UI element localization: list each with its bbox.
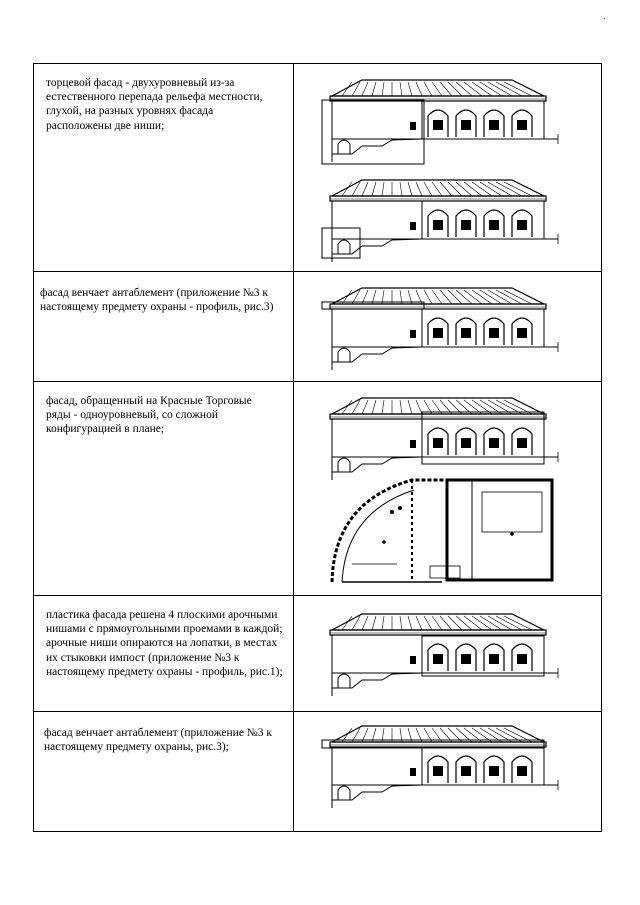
drawing-cell <box>294 596 602 712</box>
description-text: пластика фасада решена 4 плоскими арочными нишами с прямоугольными проемами в каждой; арочные ниши опираются на лопатки, в местах их стыковки импост (приложение №3 к настоящему предмету охраны - профиль, рис.1); <box>46 609 283 678</box>
table-row <box>34 596 602 712</box>
facade-drawing <box>294 712 601 830</box>
table-row <box>34 712 602 832</box>
description-cell <box>34 712 294 832</box>
facade-drawing <box>294 596 601 710</box>
facade-drawing <box>294 272 601 380</box>
description-cell <box>34 596 294 712</box>
table-row <box>34 272 602 382</box>
description-cell <box>34 272 294 382</box>
description-text: фасад, обращенный на Красные Торговые ряды - одноуровневый, со сложной конфигурацией в плане; <box>46 395 252 436</box>
table-row <box>34 64 602 272</box>
description-cell <box>34 382 294 596</box>
facade-drawing <box>294 64 601 270</box>
drawing-cell <box>294 382 602 596</box>
facade-drawing <box>294 382 601 594</box>
drawing-cell <box>294 272 602 382</box>
drawing-cell <box>294 64 602 272</box>
drawing-cell <box>294 712 602 832</box>
description-text: торцевой фасад - двухуровневый из-за естественного перепада рельефа местности, глухой, на разных уровнях фасада расположены две ниши; <box>46 77 263 132</box>
description-cell <box>34 64 294 272</box>
facade-table <box>33 63 602 832</box>
table-row <box>34 382 602 596</box>
scan-mark <box>604 18 605 19</box>
description-text: фасад венчает антаблемент (приложение №3 к настоящему предмету охраны - профиль, рис.3) <box>40 287 274 314</box>
description-text: фасад венчает антаблемент (приложение №3 к настоящему предмету охраны, рис.3); <box>44 727 272 754</box>
